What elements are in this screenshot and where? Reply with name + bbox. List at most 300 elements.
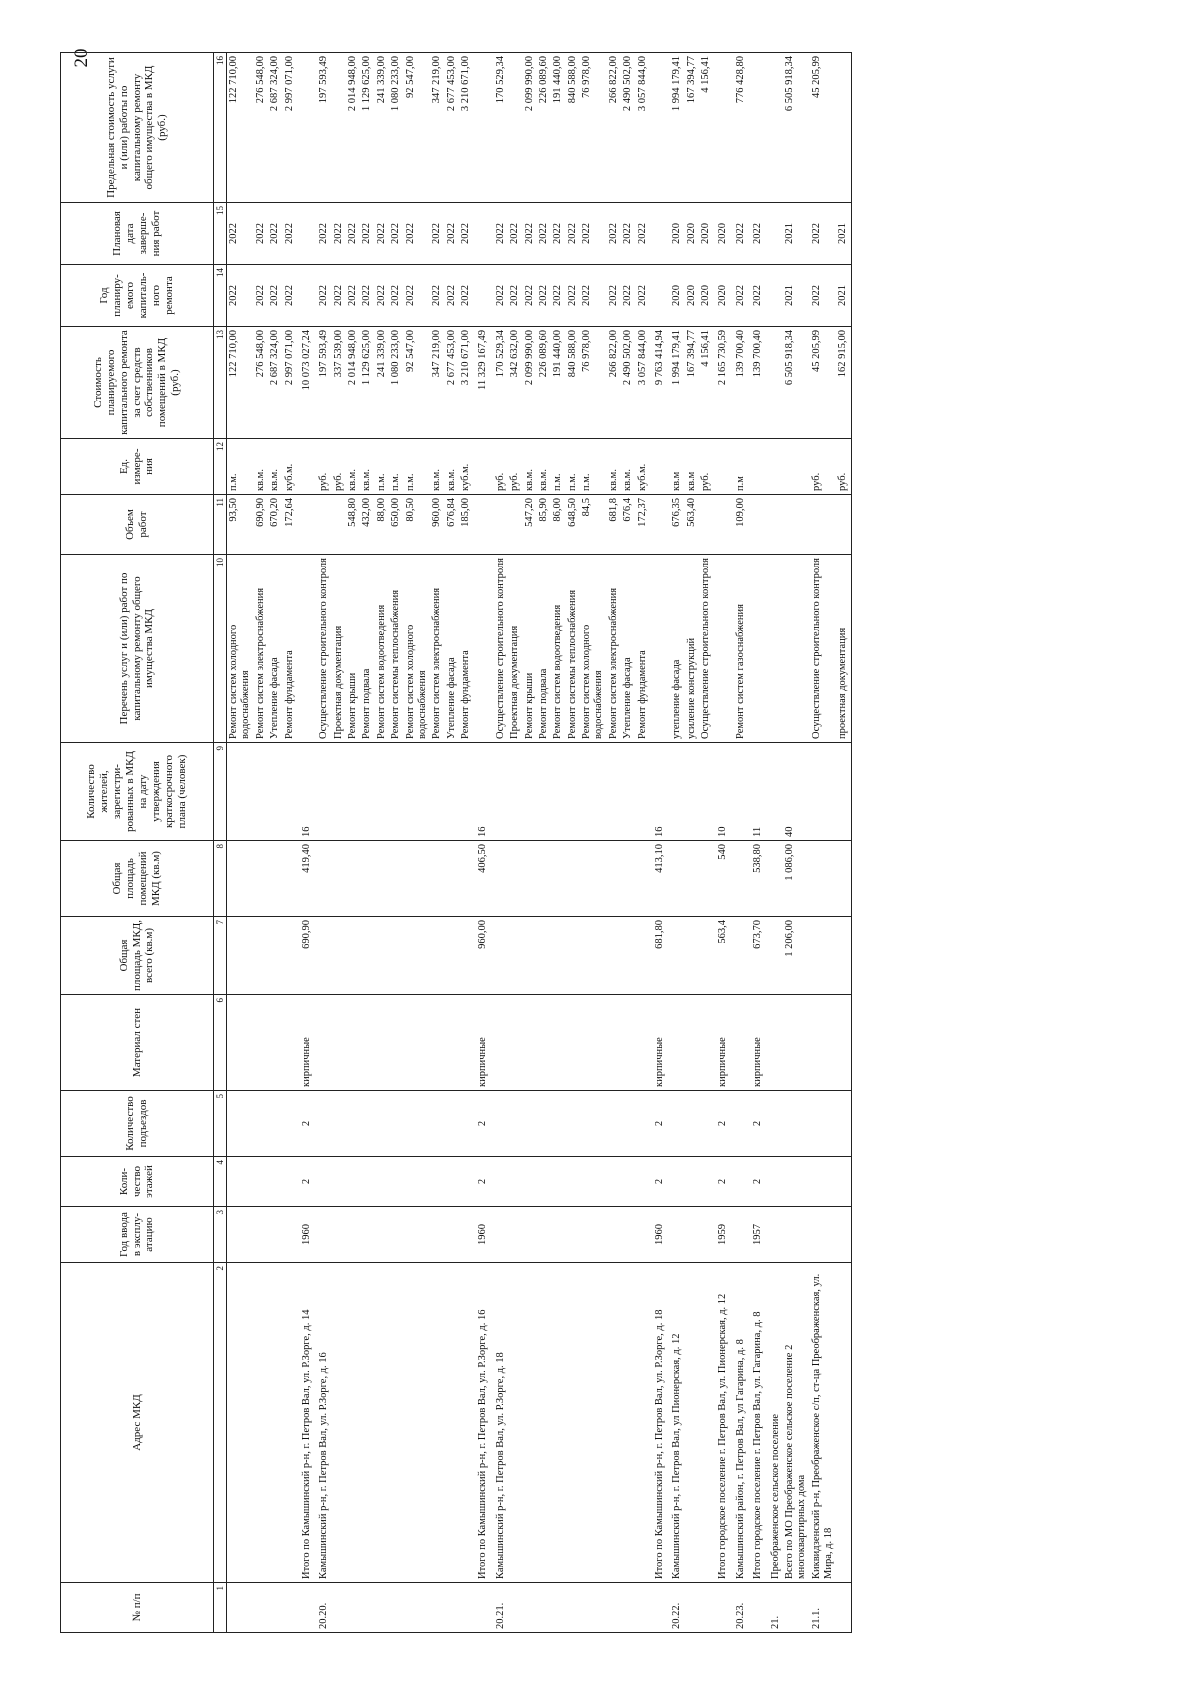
work-type-cell: Ремонт фундамента [283,555,297,743]
address-cell [621,1263,635,1583]
unit-cell [713,439,733,495]
entrances-cell [685,1091,699,1157]
entrances-cell [523,1091,537,1157]
floors-cell [360,1157,374,1207]
cost-cell: 92 547,00 [404,327,431,439]
total-area-cell [346,917,360,995]
max-cost-cell: 840 588,00 [566,53,580,203]
completion-date-cell: 2022 [459,203,473,265]
residents-cell: 11 [748,743,768,841]
item-number [748,1583,768,1633]
max-cost-cell [297,53,317,203]
address-cell [254,1263,268,1583]
residents-cell [566,743,580,841]
max-cost-cell [836,53,851,203]
cost-cell: 9 763 414,94 [650,327,670,439]
work-volume-cell: 86,00 [551,495,565,555]
max-cost-cell: 191 440,00 [551,53,565,203]
residents-cell [621,743,635,841]
col-number: 14 [214,265,227,327]
premises-area-cell [332,841,346,917]
wall-material-cell [360,995,374,1091]
wall-material-cell [685,995,699,1091]
work-type-cell: Ремонт систем холодного водоснабжения [404,555,431,743]
col-number: 7 [214,917,227,995]
table-row [404,53,431,1633]
work-volume-cell: 690,90 [254,495,268,555]
unit-cell: кв.м. [430,439,444,495]
work-volume-cell [769,495,783,555]
item-number [430,1583,444,1633]
completion-date-cell [769,203,783,265]
unit-cell: руб. [836,439,851,495]
cost-cell: 241 339,00 [375,327,389,439]
cost-cell: 2 677 453,00 [445,327,459,439]
table-row [699,53,713,1633]
total-area-cell [317,917,331,995]
completion-date-cell: 2022 [580,203,607,265]
total-area-cell [636,917,650,995]
completion-date-cell: 2022 [551,203,565,265]
address-cell [268,1263,282,1583]
year-built-cell: 1959 [713,1207,733,1263]
unit-cell: руб. [810,439,837,495]
repair-year-cell: 2022 [537,265,551,327]
max-cost-cell: 1 994 179,41 [670,53,684,203]
item-number: 21. [769,1583,783,1633]
total-row [748,53,768,1633]
work-volume-cell: 88,00 [375,495,389,555]
completion-date-cell: 2020 [699,203,713,265]
entrances-cell [346,1091,360,1157]
work-type-cell: Ремонт системы теплоснабжения [389,555,403,743]
wall-material-cell [283,995,297,1091]
max-cost-cell [748,53,768,203]
entrances-cell [810,1091,837,1157]
total-area-cell [670,917,684,995]
entrances-cell [551,1091,565,1157]
table-row [636,53,650,1633]
repair-year-cell: 2022 [566,265,580,327]
completion-date-cell: 2022 [268,203,282,265]
address-cell: Преображенское сельское поселение [769,1263,783,1583]
work-volume-cell [494,495,508,555]
cost-cell: 139 700,40 [734,327,748,439]
repair-year-cell: 2022 [254,265,268,327]
unit-cell: п.м. [227,439,254,495]
entrances-cell [254,1091,268,1157]
work-type-cell: Ремонт систем холодного водоснабжения [227,555,254,743]
floors-cell [734,1157,748,1207]
work-type-cell: Осуществление строительного контроля [317,555,331,743]
total-area-cell [607,917,621,995]
wall-material-cell [404,995,431,1091]
table-row [445,53,459,1633]
table-row [283,53,297,1633]
year-built-cell [699,1207,713,1263]
work-volume-cell: 650,00 [389,495,403,555]
entrances-cell [508,1091,522,1157]
floors-cell [445,1157,459,1207]
unit-cell: кв.м. [254,439,268,495]
premises-area-cell [607,841,621,917]
table-row [685,53,699,1633]
unit-cell: куб.м. [459,439,473,495]
year-built-cell [360,1207,374,1263]
premises-area-cell: 419,40 [297,841,317,917]
max-cost-cell: 2 687 324,00 [268,53,282,203]
floors-cell [375,1157,389,1207]
completion-date-cell: 2022 [537,203,551,265]
repair-year-cell [650,265,670,327]
wall-material-cell: кирпичные [713,995,733,1091]
entrances-cell [636,1091,650,1157]
work-type-cell: Ремонт крыши [346,555,360,743]
total-area-cell [445,917,459,995]
max-cost-cell: 167 394,77 [685,53,699,203]
work-volume-cell: 563,40 [685,495,699,555]
unit-cell: руб. [699,439,713,495]
repair-year-cell: 2022 [580,265,607,327]
completion-date-cell: 2022 [346,203,360,265]
address-cell [607,1263,621,1583]
table-row [523,53,537,1633]
premises-area-cell: 413,10 [650,841,670,917]
cost-cell: 197 593,49 [317,327,331,439]
item-number [650,1583,670,1633]
address-cell [523,1263,537,1583]
work-type-cell: проектная документация [836,555,851,743]
completion-date-cell [650,203,670,265]
col-number: 10 [214,555,227,743]
entrances-cell [621,1091,635,1157]
total-area-cell [360,917,374,995]
work-type-cell [769,555,783,743]
unit-cell: п.м. [580,439,607,495]
entrances-cell [268,1091,282,1157]
address-cell [332,1263,346,1583]
residents-cell [332,743,346,841]
max-cost-cell: 266 822,00 [607,53,621,203]
completion-date-cell: 2022 [360,203,374,265]
table-row [346,53,360,1633]
residents-cell: 16 [650,743,670,841]
year-built-cell [523,1207,537,1263]
item-number: 20.21. [494,1583,508,1633]
item-number [836,1583,851,1633]
year-built-cell [346,1207,360,1263]
address-cell [445,1263,459,1583]
residents-cell [430,743,444,841]
year-built-cell [566,1207,580,1263]
max-cost-cell: 170 529,34 [494,53,508,203]
work-volume-cell [473,495,493,555]
work-type-cell [297,555,317,743]
page-number: 20 [71,48,92,68]
total-area-cell: 690,90 [297,917,317,995]
item-number [360,1583,374,1633]
cost-cell: 10 073 027,24 [297,327,317,439]
repair-year-cell: 2020 [699,265,713,327]
max-cost-cell: 2 014 948,00 [346,53,360,203]
address-cell [636,1263,650,1583]
col-header: Общая площадь МКД, всего (кв.м) [61,917,214,995]
item-number: 20.22. [670,1583,684,1633]
floors-cell [254,1157,268,1207]
table-row [607,53,621,1633]
residents-cell [523,743,537,841]
entrances-cell: 2 [650,1091,670,1157]
cost-cell: 11 329 167,49 [473,327,493,439]
address-cell: Итого по Камышинский р-н, г. Петров Вал, ул. Р.Зорге, д. 18 [650,1263,670,1583]
work-type-cell: утепление фасада [670,555,684,743]
entrances-cell [566,1091,580,1157]
col-number: 12 [214,439,227,495]
total-area-cell [566,917,580,995]
total-area-cell [375,917,389,995]
item-number [283,1583,297,1633]
col-number: 5 [214,1091,227,1157]
item-number [685,1583,699,1633]
address-cell: Камышинский район, г. Петров Вал, ул Гагарина, д. 8 [734,1263,748,1583]
item-number [459,1583,473,1633]
year-built-cell [769,1207,783,1263]
work-type-cell: Ремонт подвала [537,555,551,743]
max-cost-cell: 2 490 502,00 [621,53,635,203]
wall-material-cell: кирпичные [473,995,493,1091]
completion-date-cell: 2022 [332,203,346,265]
unit-cell: п.м. [566,439,580,495]
completion-date-cell: 2022 [404,203,431,265]
work-type-cell: Ремонт систем газоснабжения [734,555,748,743]
item-number [783,1583,810,1633]
premises-area-cell [769,841,783,917]
address-cell [508,1263,522,1583]
item-number: 21.1. [810,1583,837,1633]
table-body [227,53,852,1633]
premises-area-cell [580,841,607,917]
completion-date-cell: 2022 [375,203,389,265]
address-cell [685,1263,699,1583]
repair-year-cell: 2022 [346,265,360,327]
unit-cell: руб. [494,439,508,495]
premises-area-cell [699,841,713,917]
max-cost-cell: 241 339,00 [375,53,389,203]
wall-material-cell: кирпичные [650,995,670,1091]
cost-cell: 76 978,00 [580,327,607,439]
total-area-cell [699,917,713,995]
completion-date-cell: 2022 [523,203,537,265]
residents-cell [254,743,268,841]
year-built-cell [494,1207,508,1263]
repair-year-cell: 2022 [332,265,346,327]
cost-cell: 191 440,00 [551,327,565,439]
wall-material-cell [375,995,389,1091]
repair-year-cell: 2022 [551,265,565,327]
item-number: 20.23. [734,1583,748,1633]
year-built-cell [551,1207,565,1263]
address-cell: Итого городское поселение г. Петров Вал, ул. Гагарина, д. 8 [748,1263,768,1583]
year-built-cell [783,1207,810,1263]
col-header: Год ввода в эксплу-атацию [61,1207,214,1263]
max-cost-cell [769,53,783,203]
max-cost-cell: 4 156,41 [699,53,713,203]
residents-cell [494,743,508,841]
wall-material-cell [459,995,473,1091]
completion-date-cell: 2021 [783,203,810,265]
floors-cell [566,1157,580,1207]
completion-date-cell [297,203,317,265]
entrances-cell: 2 [297,1091,317,1157]
table-row [783,53,810,1633]
total-area-cell [537,917,551,995]
repair-year-cell: 2022 [459,265,473,327]
table-row [734,53,748,1633]
col-number: 9 [214,743,227,841]
wall-material-cell [494,995,508,1091]
completion-date-cell: 2022 [621,203,635,265]
total-area-cell [685,917,699,995]
wall-material-cell [227,995,254,1091]
repair-year-cell: 2022 [508,265,522,327]
floors-cell [430,1157,444,1207]
cost-cell: 266 822,00 [607,327,621,439]
work-volume-cell [297,495,317,555]
repair-year-cell: 2022 [430,265,444,327]
floors-cell [283,1157,297,1207]
wall-material-cell [332,995,346,1091]
max-cost-cell: 197 593,49 [317,53,331,203]
item-number [254,1583,268,1633]
table-row [670,53,684,1633]
work-volume-cell [317,495,331,555]
work-volume-cell [650,495,670,555]
floors-cell [836,1157,851,1207]
work-type-cell: Ремонт крыши [523,555,537,743]
total-area-cell [459,917,473,995]
work-volume-cell: 172,64 [283,495,297,555]
total-area-cell [551,917,565,995]
completion-date-cell: 2022 [254,203,268,265]
table-row [508,53,522,1633]
unit-cell: кв.м. [360,439,374,495]
col-number: 13 [214,327,227,439]
unit-cell: п.м. [404,439,431,495]
entrances-cell [283,1091,297,1157]
address-cell: Киквидзенский р-н, Преображенское с/п, ст-ца Преображенская, ул. Мира, д. 18 [810,1263,837,1583]
entrances-cell: 2 [473,1091,493,1157]
work-type-cell: Ремонт систем водоотведения [375,555,389,743]
col-header: Количество жителей, зарегистри-рованных в МКД на дату утверждения краткосрочного плана (человек) [61,743,214,841]
item-number: 20.20. [317,1583,331,1633]
completion-date-cell: 2022 [748,203,768,265]
floors-cell [332,1157,346,1207]
col-header: Год планиру-емого капиталь-ного ремонта [61,265,214,327]
address-cell [699,1263,713,1583]
work-type-cell [713,555,733,743]
work-volume-cell: 172,37 [636,495,650,555]
year-built-cell [445,1207,459,1263]
item-number [332,1583,346,1633]
col-header: Коли-чество этажей [61,1157,214,1207]
wall-material-cell [551,995,565,1091]
premises-area-cell [445,841,459,917]
repair-year-cell: 2021 [836,265,851,327]
wall-material-cell [317,995,331,1091]
premises-area-cell [254,841,268,917]
unit-cell: кв.м. [621,439,635,495]
cost-cell: 139 700,40 [748,327,768,439]
col-number: 4 [214,1157,227,1207]
completion-date-cell: 2020 [670,203,684,265]
entrances-cell [430,1091,444,1157]
cost-cell: 1 994 179,41 [670,327,684,439]
work-type-cell [650,555,670,743]
total-area-cell [836,917,851,995]
total-area-cell: 1 206,00 [783,917,810,995]
repair-year-cell: 2022 [810,265,837,327]
completion-date-cell: 2022 [566,203,580,265]
work-type-cell: Ремонт подвала [360,555,374,743]
residents-cell [317,743,331,841]
col-header: Адрес МКД [61,1263,214,1583]
table-row [551,53,565,1633]
year-built-cell [685,1207,699,1263]
wall-material-cell [389,995,403,1091]
completion-date-cell: 2020 [685,203,699,265]
entrances-cell [836,1091,851,1157]
total-area-cell [227,917,254,995]
unit-cell: кв.м. [523,439,537,495]
work-volume-cell [508,495,522,555]
address-cell [430,1263,444,1583]
work-volume-cell: 676,84 [445,495,459,555]
work-volume-cell: 960,00 [430,495,444,555]
premises-area-cell [360,841,374,917]
completion-date-cell: 2022 [389,203,403,265]
premises-area-cell [685,841,699,917]
table-row [537,53,551,1633]
table-row [268,53,282,1633]
item-number [404,1583,431,1633]
col-header: Перечень услуг и (или) работ по капитальному ремонту общего имущества МКД [61,555,214,743]
year-built-cell: 1960 [473,1207,493,1263]
table-row [254,53,268,1633]
work-volume-cell [699,495,713,555]
wall-material-cell [810,995,837,1091]
address-cell: Камышинский р-н, г. Петров Вал, ул. Р.Зорге, д. 16 [317,1263,331,1583]
floors-cell [621,1157,635,1207]
col-number: 11 [214,495,227,555]
floors-cell [699,1157,713,1207]
cost-cell: 1 129 625,00 [360,327,374,439]
cost-cell: 3 057 844,00 [636,327,650,439]
item-number [445,1583,459,1633]
repair-year-cell: 2020 [670,265,684,327]
entrances-cell: 2 [713,1091,733,1157]
unit-cell: п.м. [375,439,389,495]
total-area-cell [621,917,635,995]
work-type-cell: Утепление фасада [621,555,635,743]
total-area-cell [332,917,346,995]
floors-cell [389,1157,403,1207]
max-cost-cell: 1 129 625,00 [360,53,374,203]
premises-area-cell [523,841,537,917]
wall-material-cell [537,995,551,1091]
completion-date-cell: 2022 [607,203,621,265]
completion-date-cell: 2021 [836,203,851,265]
wall-material-cell [523,995,537,1091]
